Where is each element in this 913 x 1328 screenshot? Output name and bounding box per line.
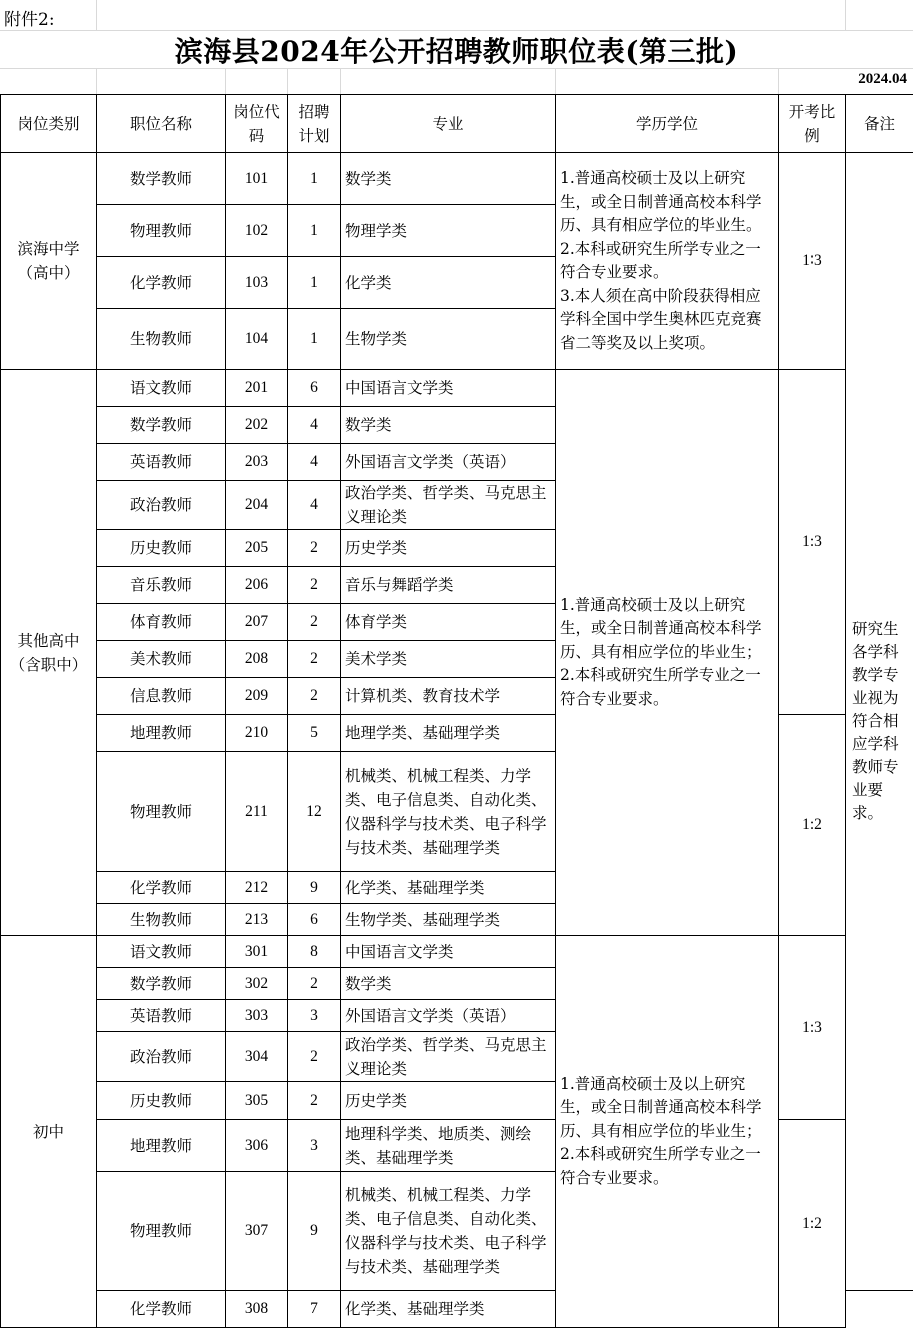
position-cell: 语文教师 <box>97 936 226 968</box>
plan-cell: 1 <box>288 205 341 257</box>
ratio-cell: 1:2 <box>779 715 846 936</box>
major-cell: 生物学类、基础理学类 <box>341 904 556 936</box>
major-cell: 数学类 <box>341 968 556 1000</box>
major-cell: 音乐与舞蹈学类 <box>341 567 556 604</box>
plan-cell: 1 <box>288 153 341 205</box>
header-education: 学历学位 <box>556 95 779 153</box>
position-cell: 生物教师 <box>97 904 226 936</box>
plan-cell: 12 <box>288 752 341 872</box>
major-cell: 机械类、机械工程类、力学类、电子信息类、自动化类、仪器科学与技术类、电子科学与技术类、基础理学类 <box>341 752 556 872</box>
position-cell: 数学教师 <box>97 407 226 444</box>
position-cell: 信息教师 <box>97 678 226 715</box>
position-cell: 音乐教师 <box>97 567 226 604</box>
category-cell: 其他高中（含职中） <box>1 370 97 936</box>
code-cell: 202 <box>226 407 288 444</box>
major-cell: 数学类 <box>341 407 556 444</box>
major-cell: 中国语言文学类 <box>341 936 556 968</box>
code-cell: 303 <box>226 1000 288 1032</box>
code-cell: 206 <box>226 567 288 604</box>
major-cell: 地理科学类、地质类、测绘类、基础理学类 <box>341 1120 556 1172</box>
code-cell: 208 <box>226 641 288 678</box>
education-item: 3.本人须在高中阶段获得相应学科全国中学生奥林匹克竞赛省二等奖及以上奖项。 <box>560 285 775 356</box>
position-cell: 美术教师 <box>97 641 226 678</box>
ratio-cell: 1:2 <box>779 1120 846 1328</box>
plan-cell: 7 <box>288 1291 341 1328</box>
header-category: 岗位类别 <box>1 95 97 153</box>
plan-cell: 6 <box>288 370 341 407</box>
code-cell: 201 <box>226 370 288 407</box>
position-cell: 历史教师 <box>97 1082 226 1120</box>
position-cell: 化学教师 <box>97 1291 226 1328</box>
position-cell: 地理教师 <box>97 1120 226 1172</box>
code-cell: 306 <box>226 1120 288 1172</box>
major-cell: 生物学类 <box>341 309 556 370</box>
plan-cell: 2 <box>288 678 341 715</box>
plan-cell: 4 <box>288 407 341 444</box>
education-cell <box>556 153 779 370</box>
major-cell: 化学类 <box>341 257 556 309</box>
major-cell: 外国语言文学类（英语） <box>341 1000 556 1032</box>
education-item: 1.普通高校硕士及以上研究生，或全日制普通高校本科学历、具有相应学位的毕业生。 <box>560 167 775 238</box>
education-item: 1.普通高校硕士及以上研究生，或全日制普通高校本科学历、具有相应学位的毕业生； <box>560 594 775 665</box>
plan-cell: 2 <box>288 567 341 604</box>
major-cell: 地理学类、基础理学类 <box>341 715 556 752</box>
header-major: 专业 <box>341 95 556 153</box>
major-cell: 历史学类 <box>341 530 556 567</box>
code-cell: 302 <box>226 968 288 1000</box>
code-cell: 307 <box>226 1172 288 1291</box>
code-cell: 210 <box>226 715 288 752</box>
code-cell: 213 <box>226 904 288 936</box>
major-cell: 数学类 <box>341 153 556 205</box>
table-row <box>1 153 913 205</box>
plan-cell: 2 <box>288 1082 341 1120</box>
major-cell: 外国语言文学类（英语） <box>341 444 556 481</box>
major-cell: 中国语言文学类 <box>341 370 556 407</box>
code-cell: 104 <box>226 309 288 370</box>
plan-cell: 2 <box>288 530 341 567</box>
major-cell: 化学类、基础理学类 <box>341 872 556 904</box>
code-cell: 308 <box>226 1291 288 1328</box>
position-cell: 英语教师 <box>97 1000 226 1032</box>
education-item: 2.本科或研究生所学专业之一符合专业要求。 <box>560 664 775 711</box>
code-cell: 301 <box>226 936 288 968</box>
position-cell: 英语教师 <box>97 444 226 481</box>
education-item: 2.本科或研究生所学专业之一符合专业要求。 <box>560 238 775 285</box>
plan-cell: 1 <box>288 309 341 370</box>
table-row <box>1 936 913 968</box>
position-cell: 政治教师 <box>97 1032 226 1082</box>
code-cell: 203 <box>226 444 288 481</box>
major-cell: 历史学类 <box>341 1082 556 1120</box>
code-cell: 305 <box>226 1082 288 1120</box>
header-remark: 备注 <box>846 95 913 153</box>
code-cell: 103 <box>226 257 288 309</box>
plan-cell: 3 <box>288 1000 341 1032</box>
code-cell: 102 <box>226 205 288 257</box>
category-cell: 滨海中学（高中） <box>1 153 97 370</box>
ratio-cell: 1∶3 <box>779 153 846 370</box>
plan-cell: 3 <box>288 1120 341 1172</box>
position-cell: 数学教师 <box>97 153 226 205</box>
plan-cell: 1 <box>288 257 341 309</box>
ratio-cell: 1:3 <box>779 936 846 1120</box>
plan-cell: 2 <box>288 604 341 641</box>
remark-cell: 研究生各学科教学专业视为符合相应学科教师专业要求。 <box>846 153 913 1291</box>
position-cell: 化学教师 <box>97 257 226 309</box>
header-plan: 招聘计划 <box>288 95 341 153</box>
code-cell: 212 <box>226 872 288 904</box>
plan-cell: 6 <box>288 904 341 936</box>
code-cell: 101 <box>226 153 288 205</box>
position-cell: 化学教师 <box>97 872 226 904</box>
major-cell: 体育学类 <box>341 604 556 641</box>
position-cell: 物理教师 <box>97 205 226 257</box>
major-cell: 机械类、机械工程类、力学类、电子信息类、自动化类、仪器科学与技术类、电子科学与技术类、基础理学类 <box>341 1172 556 1291</box>
position-cell: 地理教师 <box>97 715 226 752</box>
position-cell: 体育教师 <box>97 604 226 641</box>
plan-cell: 5 <box>288 715 341 752</box>
positions-table <box>0 94 913 1328</box>
plan-cell: 4 <box>288 444 341 481</box>
position-cell: 历史教师 <box>97 530 226 567</box>
position-cell: 物理教师 <box>97 1172 226 1291</box>
major-cell: 计算机类、教育技术学 <box>341 678 556 715</box>
ratio-cell: 1:3 <box>779 370 846 715</box>
plan-cell: 8 <box>288 936 341 968</box>
major-cell: 政治学类、哲学类、马克思主义理论类 <box>341 481 556 530</box>
position-cell: 语文教师 <box>97 370 226 407</box>
plan-cell: 2 <box>288 968 341 1000</box>
plan-cell: 2 <box>288 1032 341 1082</box>
code-cell: 209 <box>226 678 288 715</box>
position-cell: 生物教师 <box>97 309 226 370</box>
education-cell <box>556 936 779 1328</box>
code-cell: 211 <box>226 752 288 872</box>
code-cell: 207 <box>226 604 288 641</box>
plan-cell: 9 <box>288 1172 341 1291</box>
attachment-label: 附件2: <box>4 5 55 30</box>
code-cell: 205 <box>226 530 288 567</box>
header-row <box>1 95 913 153</box>
category-cell: 初中 <box>1 936 97 1328</box>
plan-cell: 9 <box>288 872 341 904</box>
code-cell: 204 <box>226 481 288 530</box>
header-code: 岗位代码 <box>226 95 288 153</box>
education-item: 1.普通高校硕士及以上研究生，或全日制普通高校本科学历、具有相应学位的毕业生； <box>560 1073 775 1144</box>
major-cell: 美术学类 <box>341 641 556 678</box>
plan-cell: 4 <box>288 481 341 530</box>
education-cell <box>556 370 779 936</box>
header-ratio: 开考比例 <box>779 95 846 153</box>
position-cell: 数学教师 <box>97 968 226 1000</box>
major-cell: 政治学类、哲学类、马克思主义理论类 <box>341 1032 556 1082</box>
position-cell: 政治教师 <box>97 481 226 530</box>
major-cell: 化学类、基础理学类 <box>341 1291 556 1328</box>
header-position: 职位名称 <box>97 95 226 153</box>
position-cell: 物理教师 <box>97 752 226 872</box>
education-item: 2.本科或研究生所学专业之一符合专业要求。 <box>560 1143 775 1190</box>
document-date: 2024.04 <box>858 71 907 88</box>
major-cell: 物理学类 <box>341 205 556 257</box>
plan-cell: 2 <box>288 641 341 678</box>
code-cell: 304 <box>226 1032 288 1082</box>
document-title: 滨海县2024年公开招聘教师职位表(第三批) <box>0 30 913 70</box>
table-row <box>1 370 913 407</box>
